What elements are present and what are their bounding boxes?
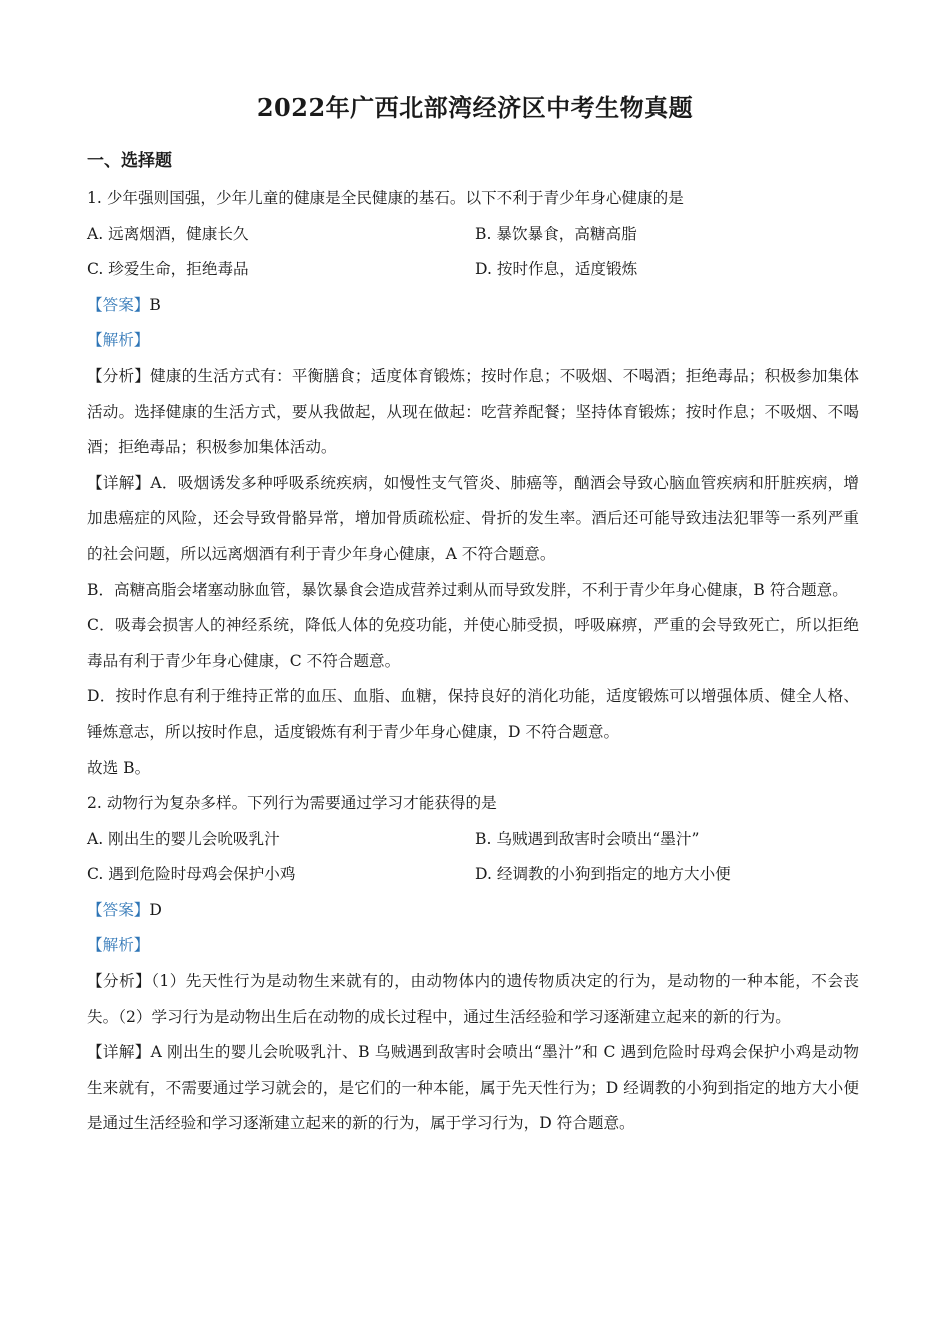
section-heading: 一、选择题: [87, 151, 172, 171]
q1-detail-a-text: A．吸烟诱发多种呼吸系统疾病，如慢性支气管炎、肺癌等，酗酒会导致心脑血管疾病和肝脏疾病，增加患癌症的风险，还会导致骨骼异常，增加骨质疏松症、骨折的发生率。酒后还可能导致违法犯罪等一系列严重的社会问题，所以远离烟酒有利于青少年身心健康，A 不符合题意。: [87, 473, 859, 563]
q2-option-c: C. 遇到危险时母鸡会保护小鸡: [87, 865, 296, 884]
q2-detail: [87, 1035, 859, 1142]
q1-conclusion: 故选 B。: [87, 758, 151, 777]
q2-analysis-line: [87, 928, 859, 964]
q1-detail-b: B．高糖高脂会堵塞动脉血管，暴饮暴食会造成营养过剩从而导致发胖，不利于青少年身心健康，B 符合题意。: [87, 580, 848, 599]
document-body: [87, 181, 859, 1142]
q2-stem: 2. 动物行为复杂多样。下列行为需要通过学习才能获得的是: [87, 794, 497, 813]
xiangjie-tag: 【详解】: [87, 1043, 151, 1062]
answer-tag: 【答案】: [87, 295, 150, 314]
q1-option-d: D. 按时作息，适度锻炼: [475, 260, 638, 279]
q1-detail-c: C．吸毒会损害人的神经系统，降低人体的免疫功能，并使心肺受损，呼吸麻痹，严重的会导致死亡，所以拒绝毒品有利于青少年身心健康，C 不符合题意。: [87, 616, 859, 670]
q1-stem: 1. 少年强则国强，少年儿童的健康是全民健康的基石。以下不利于青少年身心健康的是: [87, 189, 684, 207]
document-title: 2022年广西北部湾经济区中考生物真题: [256, 93, 694, 122]
q2-detail-text: A 刚出生的婴儿会吮吸乳汁、B 乌贼遇到敌害时会喷出“墨汁”和 C 遇到危险时母鸡会保护小鸡是动物生来就有，不需要通过学习就会的，是它们的一种本能，属于先天性行为；D 经调教的小狗到指定的地方大小便是通过生活经验和学习逐渐建立起来的新的行为，属于学习行为，D 符合题意。: [87, 1043, 859, 1133]
xiangjie-tag: 【详解】: [87, 473, 151, 492]
q1-fenxi-text: 健康的生活方式有：平衡膳食；适度体育锻炼；按时作息；不吸烟、不喝酒；拒绝毒品；积极参加集体活动。选择健康的生活方式，要从我做起，从现在做起：吃营养配餐；坚持体育锻炼；按时作息；不吸烟、不喝酒；拒绝毒品；积极参加集体活动。: [87, 366, 859, 457]
q1-answer-line: [87, 288, 859, 324]
q1-option-b: B. 暴饮暴食，高糖高脂: [475, 224, 637, 243]
q1-option-a: A. 远离烟酒，健康长久: [87, 224, 249, 243]
q2-option-b: B. 乌贼遇到敌害时会喷出“墨汁”: [475, 829, 700, 848]
q1-fenxi: [87, 359, 859, 466]
q1-options-row-1: [87, 217, 859, 253]
fenxi-tag: 【分析】: [87, 972, 152, 991]
fenxi-tag: 【分析】: [87, 366, 151, 385]
q2-fenxi-text: （1）先天性行为是动物生来就有的，由动物体内的遗传物质决定的行为，是动物的一种本能，不会丧失。（2）学习行为是动物出生后在动物的成长过程中，通过生活经验和学习逐渐建立起来的新的行为。: [87, 972, 859, 1026]
q2-option-a: A. 刚出生的婴儿会吮吸乳汁: [87, 829, 280, 848]
q2-options-row-2: [87, 857, 859, 893]
analysis-tag: 【解析】: [87, 331, 150, 350]
q2-answer: D: [149, 900, 162, 919]
q1-analysis-line: [87, 323, 859, 359]
q1-option-c: C. 珍爱生命，拒绝毒品: [87, 260, 249, 279]
q2-fenxi: [87, 964, 859, 1035]
q2-answer-line: [87, 893, 859, 929]
q2-options-row-1: [87, 822, 859, 858]
q1-detail-a: [87, 466, 859, 573]
q1-options-row-2: [87, 252, 859, 288]
answer-tag: 【答案】: [87, 900, 150, 919]
q1-answer: B: [149, 295, 161, 314]
q1-detail-d: D．按时作息有利于维持正常的血压、血脂、血糖，保持良好的消化功能，适度锻炼可以增强体质、健全人格、锤炼意志，所以按时作息，适度锻炼有利于青少年身心健康，D 不符合题意。: [87, 687, 859, 741]
analysis-tag: 【解析】: [87, 936, 150, 955]
q2-option-d: D. 经调教的小狗到指定的地方大小便: [475, 865, 731, 884]
